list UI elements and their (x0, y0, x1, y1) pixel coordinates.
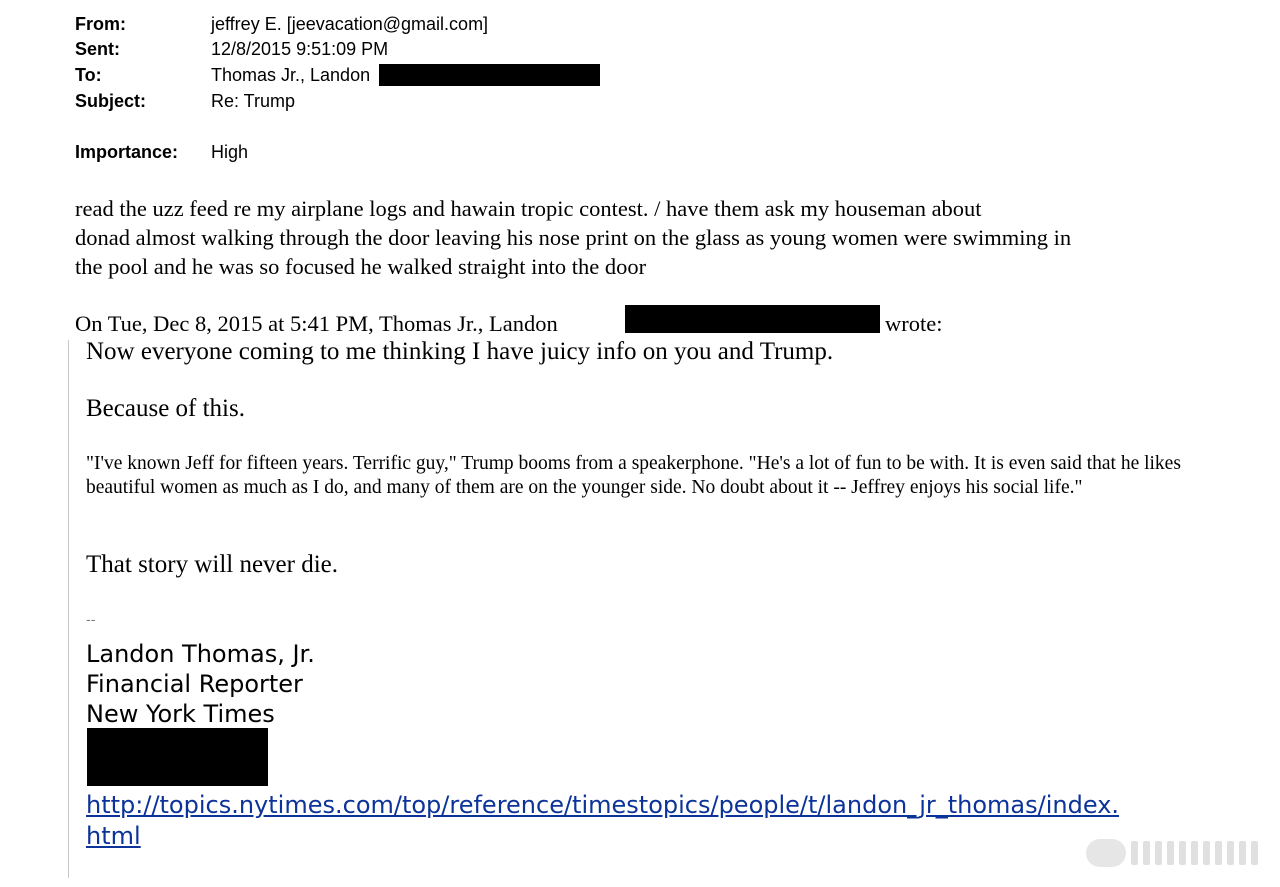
indicator-dot (1227, 841, 1234, 865)
subject-label: Subject: (75, 91, 147, 111)
sent-value: 12/8/2015 9:51:09 PM (211, 39, 389, 59)
reply-line: read the uzz feed re my airplane logs and hawain tropic contest. / have them ask my houseman about (75, 196, 982, 221)
quoted-line: Now everyone coming to me thinking I have juicy info on you and Trump. (86, 338, 834, 365)
from-value: jeffrey E. [jeevacation@gmail.com] (211, 14, 489, 34)
importance-value: High (211, 142, 249, 162)
quote-intro-suffix: wrote: (885, 311, 943, 336)
quote-intro-prefix: On Tue, Dec 8, 2015 at 5:41 PM, Thomas Jr., Landon (75, 311, 558, 336)
image-indicator (1086, 839, 1258, 867)
indicator-dot (1131, 841, 1138, 865)
quote-intro (75, 309, 558, 338)
signature-name: Landon Thomas, Jr. (86, 640, 315, 668)
indicator-dot (1167, 841, 1174, 865)
indicator-dot (1155, 841, 1162, 865)
redaction-box (379, 64, 600, 86)
quoted-excerpt: "I've known Jeff for fifteen years. Terrific guy," Trump booms from a speakerphone. "He's a lot of fun to be with. It is even said that he likes beautiful women as much as I do, and many of them are on the younger side. No doubt about it -- Jeffrey enjoys his social life." (86, 453, 1181, 498)
from-label: From: (75, 14, 126, 34)
profile-link-line2[interactable]: html (86, 822, 141, 850)
subject-value: Re: Trump (211, 91, 296, 111)
indicator-dot (1143, 841, 1150, 865)
indicator-dot (1251, 841, 1258, 865)
reply-line: donad almost walking through the door leaving his nose print on the glass as young women were swimming in (75, 225, 1072, 250)
to-value: Thomas Jr., Landon (211, 65, 371, 85)
signature-title: Financial Reporter (86, 670, 303, 698)
signature-dashes: -- (86, 613, 96, 628)
profile-link[interactable] (86, 790, 1119, 852)
quoted-line: Because of this. (86, 395, 245, 422)
indicator-dot (1215, 841, 1222, 865)
reply-line: the pool and he was so focused he walked straight into the door (75, 254, 647, 279)
quoted-line: That story will never die. (86, 551, 339, 578)
importance-label: Importance: (75, 142, 179, 162)
profile-link-line1[interactable]: http://topics.nytimes.com/top/reference/timestopics/people/t/landon_jr_thomas/index. (86, 791, 1120, 819)
indicator-dot (1191, 841, 1198, 865)
indicator-dot (1239, 841, 1246, 865)
indicator-dot-large (1086, 839, 1126, 867)
sent-label: Sent: (75, 39, 120, 59)
indicator-dot (1203, 841, 1210, 865)
redaction-box (87, 728, 268, 786)
signature-org: New York Times (86, 700, 275, 728)
quote-bar (68, 340, 69, 878)
reply-body (75, 194, 1235, 281)
redaction-box (625, 305, 880, 333)
indicator-dot (1179, 841, 1186, 865)
to-label: To: (75, 65, 102, 85)
